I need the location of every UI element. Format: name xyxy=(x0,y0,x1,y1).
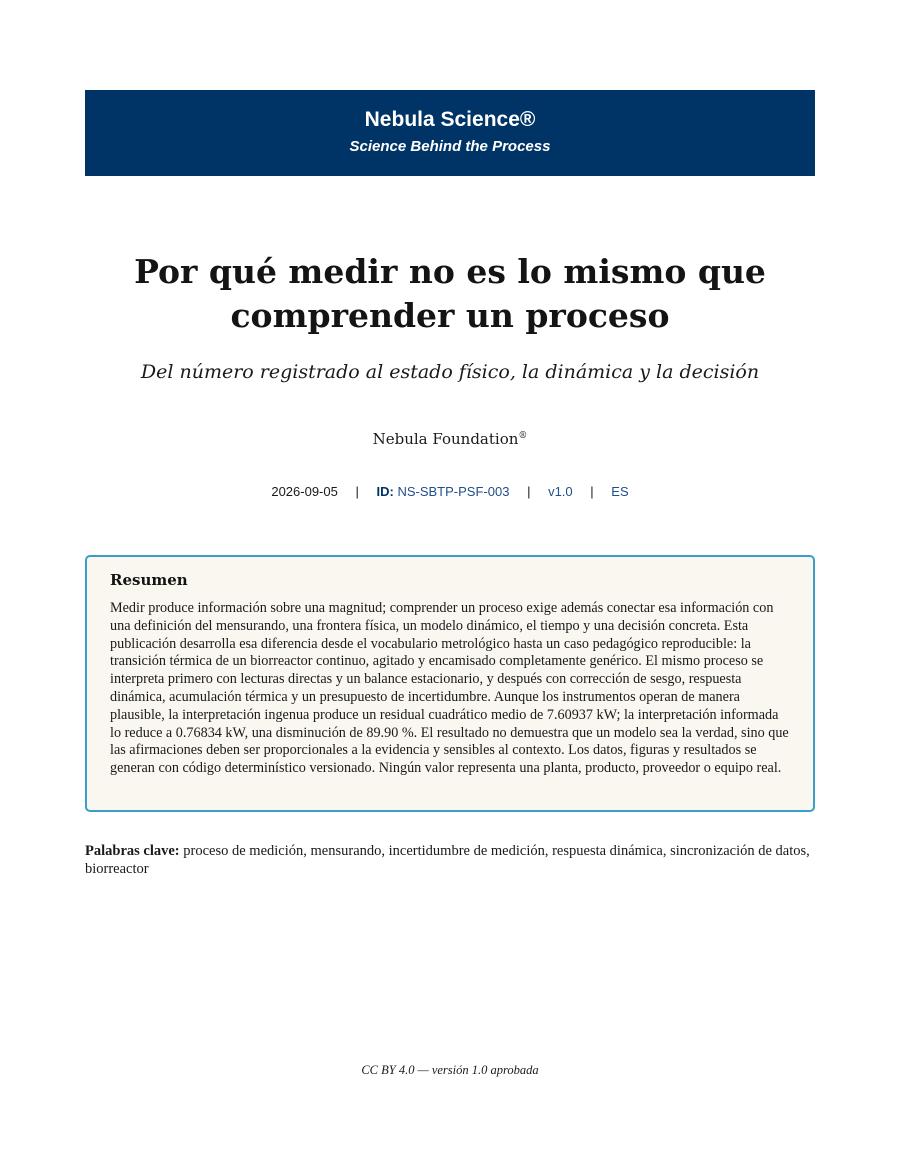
author-name: Nebula Foundation xyxy=(372,430,519,448)
version-link[interactable]: v1.0 xyxy=(548,484,573,499)
meta-separator: | xyxy=(590,484,594,499)
meta-separator: | xyxy=(355,484,359,499)
abstract-heading: Resumen xyxy=(110,571,188,589)
license-footer: CC BY 4.0 — versión 1.0 aprobada xyxy=(361,1063,539,1077)
publisher-banner xyxy=(85,90,815,176)
abstract-box xyxy=(85,555,815,812)
document-title: Por qué medir no es lo mismo que comprender un proceso xyxy=(134,252,766,335)
keywords-text: proceso de medición, mensurando, incertidumbre de medición, respuesta dinámica, sincronización de datos, biorreactor xyxy=(85,843,810,877)
publisher-tagline: Science Behind the Process xyxy=(349,138,551,155)
document-subtitle: Del número registrado al estado físico, la dinámica y la decisión xyxy=(140,361,760,383)
document-id-link[interactable]: NS-SBTP-PSF-003 xyxy=(397,484,510,499)
language-link[interactable]: ES xyxy=(611,484,629,499)
document-author xyxy=(85,430,815,448)
document-metadata xyxy=(85,484,815,499)
id-label: ID: xyxy=(376,484,394,499)
keywords-label: Palabras clave: xyxy=(85,843,180,859)
abstract-text: Medir produce información sobre una magnitud; comprender un proceso exige además conectar esa información con una definición del mensurando, una frontera física, un modelo dinámico, el tiempo y una decisión concreta. Esta publicación desarrolla esa diferencia desde el vocabulario metrológico hasta un caso pedagógico reproducible: la transición térmica de un biorreactor continuo, agitado y encamisado completamente genérico. El mismo proceso se interpreta primero con lecturas directas y un balance estacionario, y después con corrección de sesgo, respuesta dinámica, acumulación térmica y un presupuesto de incertidumbre. Aunque los instrumentos operan de manera plausible, la interpretación ingenua produce un residual cuadrático medio de 7.60937 kW; la interpretación informada lo reduce a 0.76834 kW, una disminución de 89.90 %. El resultado no demuestra que un modelo sea la verdad, sino que las afirmaciones deben ser proporcionales a la evidencia y sensibles al contexto. Los datos, figuras y resultados se generan con código determinístico versionado. Ningún valor representa una planta, producto, proveedor o equipo real. xyxy=(110,600,789,777)
publisher-name: Nebula Science® xyxy=(364,108,536,131)
meta-separator: | xyxy=(527,484,531,499)
publication-date: 2026-09-05 xyxy=(271,484,338,499)
registered-mark: ® xyxy=(518,431,528,441)
keywords xyxy=(85,842,820,878)
